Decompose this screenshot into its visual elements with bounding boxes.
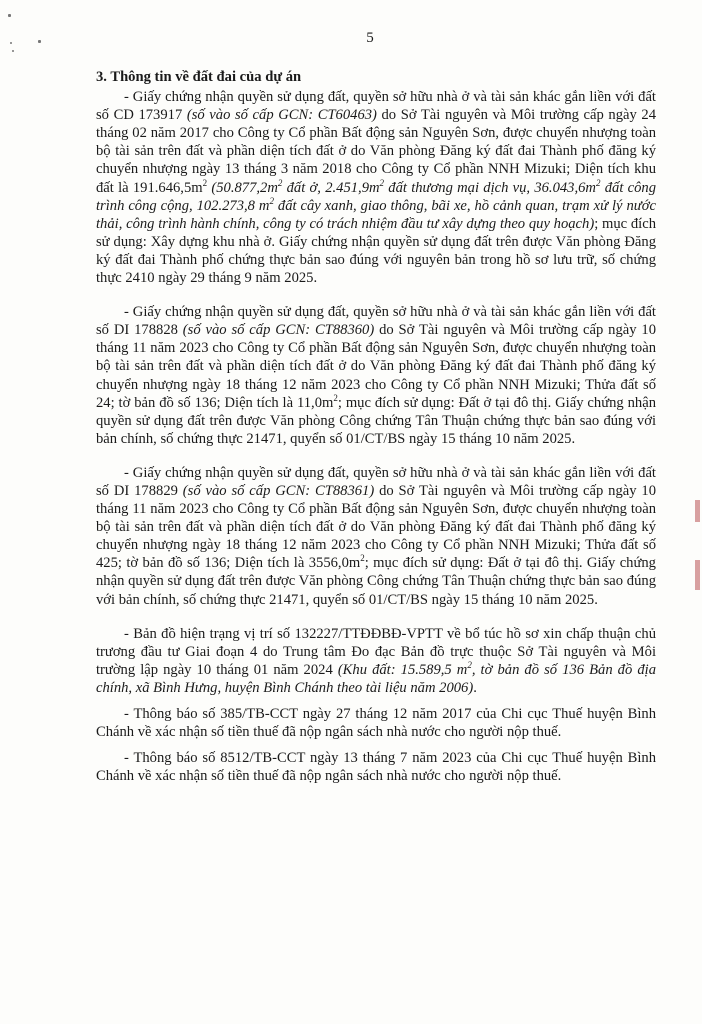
paragraph-tax-notice-385: - Thông báo số 385/TB-CCT ngày 27 tháng 12 năm 2017 của Chi cục Thuế huyện Bình Chánh về xác nhận số tiền thuế đã nộp ngân sách nhà nước cho người nộp thuế. <box>96 706 656 741</box>
paragraph-certificate-di178828: - Giấy chứng nhận quyền sử dụng đất, quyền sở hữu nhà ở và tài sản khác gắn liền với đất số DI 178828 (số vào số cấp GCN: CT88360) do Sở Tài nguyên và Môi trường cấp ngày 10 tháng 11 năm 2023 cho Công ty Cổ phần Bất động sản Nguyên Sơn, được chuyển nhượng toàn bộ tài sản trên đất và phần diện tích đất ở do Văn phòng Đăng ký đất đai Thành phố đăng ký chuyển nhượng ngày 18 tháng 12 năm 2023 cho Công ty Cổ phần NNH Mizuki; Thửa đất số 24; tờ bản đồ số 136; Diện tích là $11,0m^2$; mục đích sử dụng: Đất ở tại đô thị. Giấy chứng nhận quyền sử dụng đất trên được Văn phòng Công chứng Tân Thuận chứng thực bản sao đúng với bản chính, số chứng thực 21471, quyển số 01/CT/BS ngày 15 tháng 10 năm 2025. <box>96 304 656 447</box>
page-number: 5 <box>366 30 374 46</box>
section-heading: 3. Thông tin về đất đai của dự án <box>96 69 302 85</box>
paragraph-certificate-cd173917: - Giấy chứng nhận quyền sử dụng đất, quyền sở hữu nhà ở và tài sản khác gắn liền với đất số CD 173917 (số vào số cấp GCN: CT60463) do Sở Tài nguyên và Môi trường cấp ngày 24 tháng 02 năm 2017 cho Công ty Cổ phần Bất động sản Nguyên Sơn, được chuyển nhượng toàn bộ tài sản trên đất và phần diện tích đất ở do Văn phòng Đăng ký đất đai Thành phố đăng ký chuyển nhượng ngày 13 tháng 3 năm 2018 cho Công ty Cổ phần NNH Mizuki; Diện tích khu đất là $191.646,5m^2$ ($50.877,2m^2$ đất ở, $2.451,9m^2$ đất thương mại dịch vụ, $36.043,6m^2$ đất công trình công cộng, 102.273,8 $m^2$ đất cây xanh, giao thông, bãi xe, hồ cảnh quan, trạm xử lý nước thải, công trình hành chính, công ty có trách nhiệm đầu tư xây dựng theo quy hoạch); mục đích sử dụng: Xây dựng khu nhà ở. Giấy chứng nhận quyền sử dụng đất trên được Văn phòng Đăng ký đất đai Thành phố chứng thực bản sao đúng với nguyên bản trong hồ sơ lưu trữ, số chứng thực 2410 ngày 29 tháng 9 năm 2025. <box>96 89 657 287</box>
document-body <box>96 68 656 797</box>
paragraph-site-map: - Bản đồ hiện trạng vị trí số 132227/TTĐĐBĐ-VPTT về bổ túc hồ sơ xin chấp thuận chủ trương đầu tư Giai đoạn 4 do Trung tâm Đo đạc Bản đồ trực thuộc Sở Tài nguyên và Môi trường lập ngày 10 tháng 01 năm 2024 (Khu đất: 15.589,5 $m^2$, tờ bản đồ số 136 Bản đồ địa chính, xã Bình Hưng, huyện Bình Chánh theo tài liệu năm 2006). <box>96 625 656 696</box>
paragraph-tax-notice-8512: - Thông báo số 8512/TB-CCT ngày 13 tháng 7 năm 2023 của Chi cục Thuế huyện Bình Chánh về xác nhận số tiền thuế đã nộp ngân sách nhà nước cho người nộp thuế. <box>96 750 656 785</box>
page-edge-mark <box>695 560 700 590</box>
scan-speck <box>12 50 14 52</box>
paragraph-certificate-di178829: - Giấy chứng nhận quyền sử dụng đất, quyền sở hữu nhà ở và tài sản khác gắn liền với đất số DI 178829 (số vào số cấp GCN: CT88361) do Sở Tài nguyên và Môi trường cấp ngày 10 tháng 11 năm 2023 cho Công ty Cổ phần Bất động sản Nguyên Sơn, được chuyển nhượng toàn bộ tài sản trên đất và phần diện tích đất ở do Văn phòng Đăng ký đất đai Thành phố đăng ký chuyển nhượng ngày 18 tháng 12 năm 2023 cho Công ty Cổ phần NNH Mizuki; Thửa đất số 425; tờ bản đồ số 136; Diện tích là $3556,0m^2$; mục đích sử dụng: Đất ở tại đô thị. Giấy chứng nhận quyền sử dụng đất trên được Văn phòng Công chứng Tân Thuận chứng thực bản sao đúng với bản chính, số chứng thực 21471, quyển số 01/CT/BS ngày 15 tháng 10 năm 2025. <box>96 464 656 608</box>
page-edge-mark <box>695 500 700 522</box>
scan-speck <box>8 14 11 17</box>
